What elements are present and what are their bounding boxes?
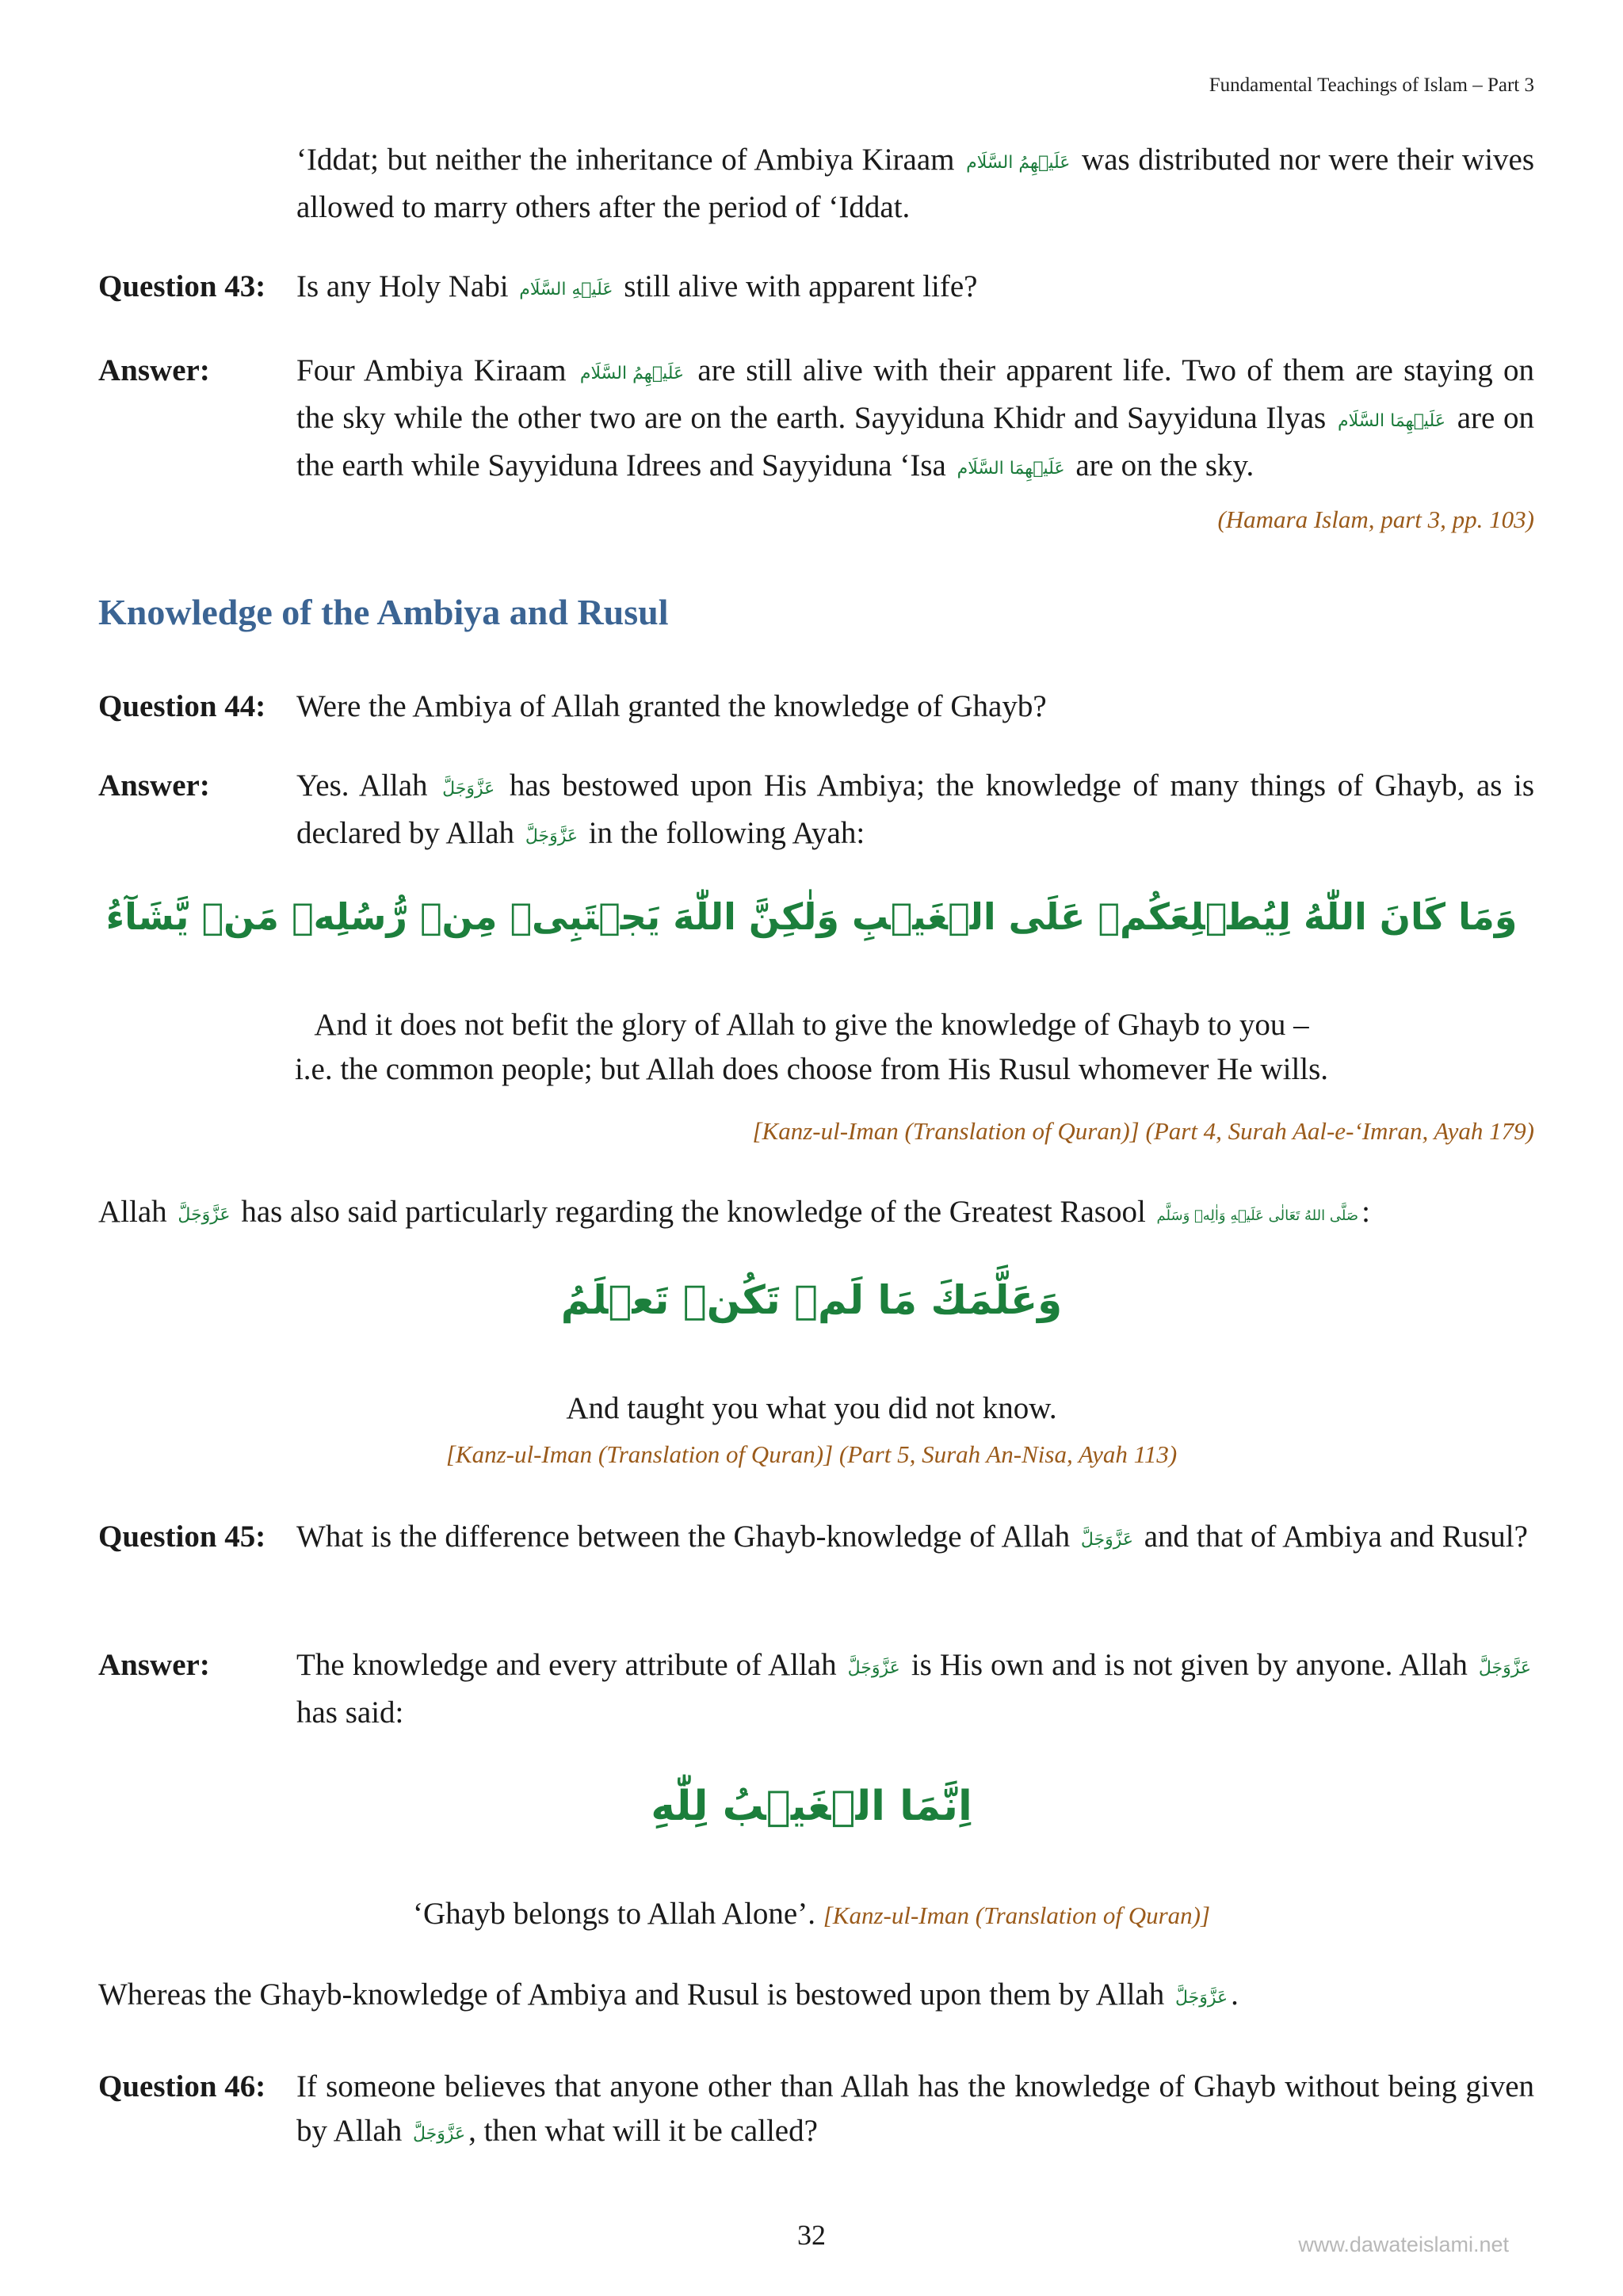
answer-43-text-4: are on the sky. — [1075, 448, 1254, 482]
question-43-label: Question 43: — [98, 269, 266, 303]
greatest-rasool-text-2: has also said particularly regarding the knowledge of the Greatest Rasool — [241, 1195, 1146, 1229]
whereas-text-1: Whereas the Ghayb-knowledge of Ambiya and Rusul is bestowed upon them by Allah — [98, 1978, 1165, 2012]
watermark: www.dawateislami.net — [1298, 2233, 1509, 2256]
ayah-3-translation-line — [0, 1892, 1623, 1938]
greatest-rasool-text-3: : — [1361, 1195, 1370, 1229]
greatest-rasool-paragraph — [98, 1190, 1534, 1238]
answer-45-text-2: is His own and is not given by anyone. Allah — [911, 1648, 1468, 1682]
ayah-1-translation-line-1: And it does not befit the glory of Allah to give the knowledge of Ghayb to you – — [314, 1008, 1309, 1042]
question-46-label: Question 46: — [98, 2069, 266, 2103]
quran-ayah-3: اِنَّمَا الۡغَيۡبُ لِلّٰهِ — [651, 1783, 972, 1830]
answer-44 — [98, 764, 1534, 859]
honorific-alayhima: عَلَيۡهِمَا السَّلَام — [1337, 411, 1445, 431]
ayah-1-translation-line-2: i.e. the common people; but Allah does choose from His Rusul whomever He wills. — [294, 1052, 1329, 1086]
question-46-text-1: If someone believes that anyone other than Allah has the knowledge of Ghayb without being given by Allah — [296, 2069, 1534, 2148]
question-46-text-2: , then what will it be called? — [468, 2114, 818, 2148]
honorific-azza: عَزَّوَجَلَّ — [1080, 1530, 1133, 1550]
ayah-2-translation: And taught you what you did not know. — [566, 1391, 1057, 1425]
answer-45-text-1: The knowledge and every attribute of Allah — [296, 1648, 837, 1682]
question-45 — [98, 1515, 1534, 1562]
honorific-azza: عَزَّوَجَلَّ — [525, 826, 578, 846]
question-44 — [98, 685, 1534, 729]
question-45-label: Question 45: — [98, 1520, 266, 1554]
honorific-azza: عَزَّوَجَلَّ — [1174, 1988, 1228, 2008]
honorific-salla: صَلَّى اللهُ تَعَالٰى عَلَيۡهِ وَاٰلِهٖ وَسَلَّم — [1156, 1207, 1359, 1224]
honorific-azza: عَزَّوَجَلَّ — [413, 2124, 466, 2144]
whereas-text-2: . — [1231, 1978, 1239, 2012]
answer-43-text-3: are on the earth while Sayyiduna Idrees and Sayyiduna ‘Isa — [296, 401, 1535, 482]
question-43 — [98, 265, 1534, 312]
section-heading: Knowledge of the Ambiya and Rusul — [98, 592, 669, 632]
quran-ayah-2: وَعَلَّمَكَ مَا لَمۡ تَكُنۡ تَعۡلَمُ — [560, 1277, 1063, 1323]
answer-43-body — [296, 349, 1534, 491]
honorific-alayhi: عَلَيۡهِ السَّلَام — [519, 280, 613, 299]
answer-43-text-1: Four Ambiya Kiraam — [296, 353, 567, 387]
question-44-text: Were the Ambiya of Allah granted the knowledge of Ghayb? — [296, 689, 1047, 723]
answer-44-text-1: Yes. Allah — [296, 769, 428, 803]
question-43-text-1: Is any Holy Nabi — [296, 269, 509, 303]
answer-43-label: Answer: — [98, 353, 210, 387]
answer-45-label: Answer: — [98, 1648, 210, 1682]
ayah-1-reference: [Kanz-ul-Iman (Translation of Quran)] (Part 4, Surah Aal-e-‘Imran, Ayah 179) — [752, 1117, 1534, 1145]
whereas-paragraph — [98, 1973, 1534, 2020]
question-43-body — [296, 265, 1534, 312]
answer-45-body — [296, 1643, 1534, 1735]
question-46-body — [296, 2065, 1534, 2157]
ayah-2-reference: [Kanz-ul-Iman (Translation of Quran)] (Part 5, Surah An-Nisa, Ayah 113) — [445, 1440, 1178, 1468]
honorific-azza: عَزَّوَجَلَّ — [442, 779, 495, 799]
answer-43 — [98, 349, 1534, 491]
ayah-3-translation: ‘Ghayb belongs to Allah Alone’. — [412, 1897, 815, 1931]
honorific-alayhim: عَلَيۡهِمُ السَّلَام — [966, 153, 1071, 173]
question-43-text-2: still alive with apparent life? — [624, 269, 978, 303]
running-header: Fundamental Teachings of Islam – Part 3 — [1209, 74, 1534, 96]
answer-44-label: Answer: — [98, 769, 210, 803]
answer-45-text-3: has said: — [296, 1695, 404, 1730]
intro-text-1: ‘Iddat; but neither the inheritance of Ambiya Kiraam — [296, 143, 955, 177]
question-45-text-1: What is the difference between the Ghayb-knowledge of Allah — [296, 1520, 1071, 1554]
quran-ayah-1: وَمَا كَانَ اللّٰهُ لِيُطۡلِعَكُمۡ عَلَى الۡغَيۡبِ وَلٰكِنَّ اللّٰهَ يَجۡتَبِىۡ مِنۡ رُّسُلِهٖ مَنۡ يَّشَآءُ — [105, 895, 1518, 938]
answer-44-text-2: has bestowed upon His Ambiya; the knowledge of many things of Ghayb, as is declared by Allah — [296, 769, 1535, 850]
answer-45 — [98, 1643, 1534, 1735]
honorific-alayhima: عَلَيۡهِمَا السَّلَام — [957, 459, 1065, 479]
ayah-3-reference: [Kanz-ul-Iman (Translation of Quran)] — [823, 1901, 1211, 1929]
answer-43-reference: (Hamara Islam, part 3, pp. 103) — [1217, 505, 1534, 533]
question-46 — [98, 2065, 1534, 2157]
answer-44-body — [296, 764, 1534, 859]
answer-44-text-3: in the following Ayah: — [588, 816, 865, 850]
question-45-text-2: and that of Ambiya and Rusul? — [1144, 1520, 1528, 1554]
question-45-body — [296, 1515, 1534, 1562]
honorific-azza: عَزَّوَجَلَّ — [178, 1205, 231, 1225]
honorific-azza: عَزَّوَجَلَّ — [1478, 1658, 1532, 1678]
page-number: 32 — [797, 2219, 826, 2251]
honorific-azza: عَزَّوَجَلَّ — [847, 1658, 900, 1678]
answer-43-text-2: are still alive with their apparent life. Two of them are staying on the sky while the other two are on the earth. Sayyiduna Khidr and Sayyiduna Ilyas — [296, 353, 1534, 435]
intro-text-2: was distributed nor were their wives allowed to marry others after the period of ‘Iddat. — [296, 143, 1535, 224]
question-44-label: Question 44: — [98, 689, 266, 723]
intro-paragraph — [296, 138, 1534, 230]
greatest-rasool-text-1: Allah — [98, 1195, 167, 1229]
honorific-alayhim: عَلَيۡهِمُ السَّلَام — [579, 364, 685, 383]
